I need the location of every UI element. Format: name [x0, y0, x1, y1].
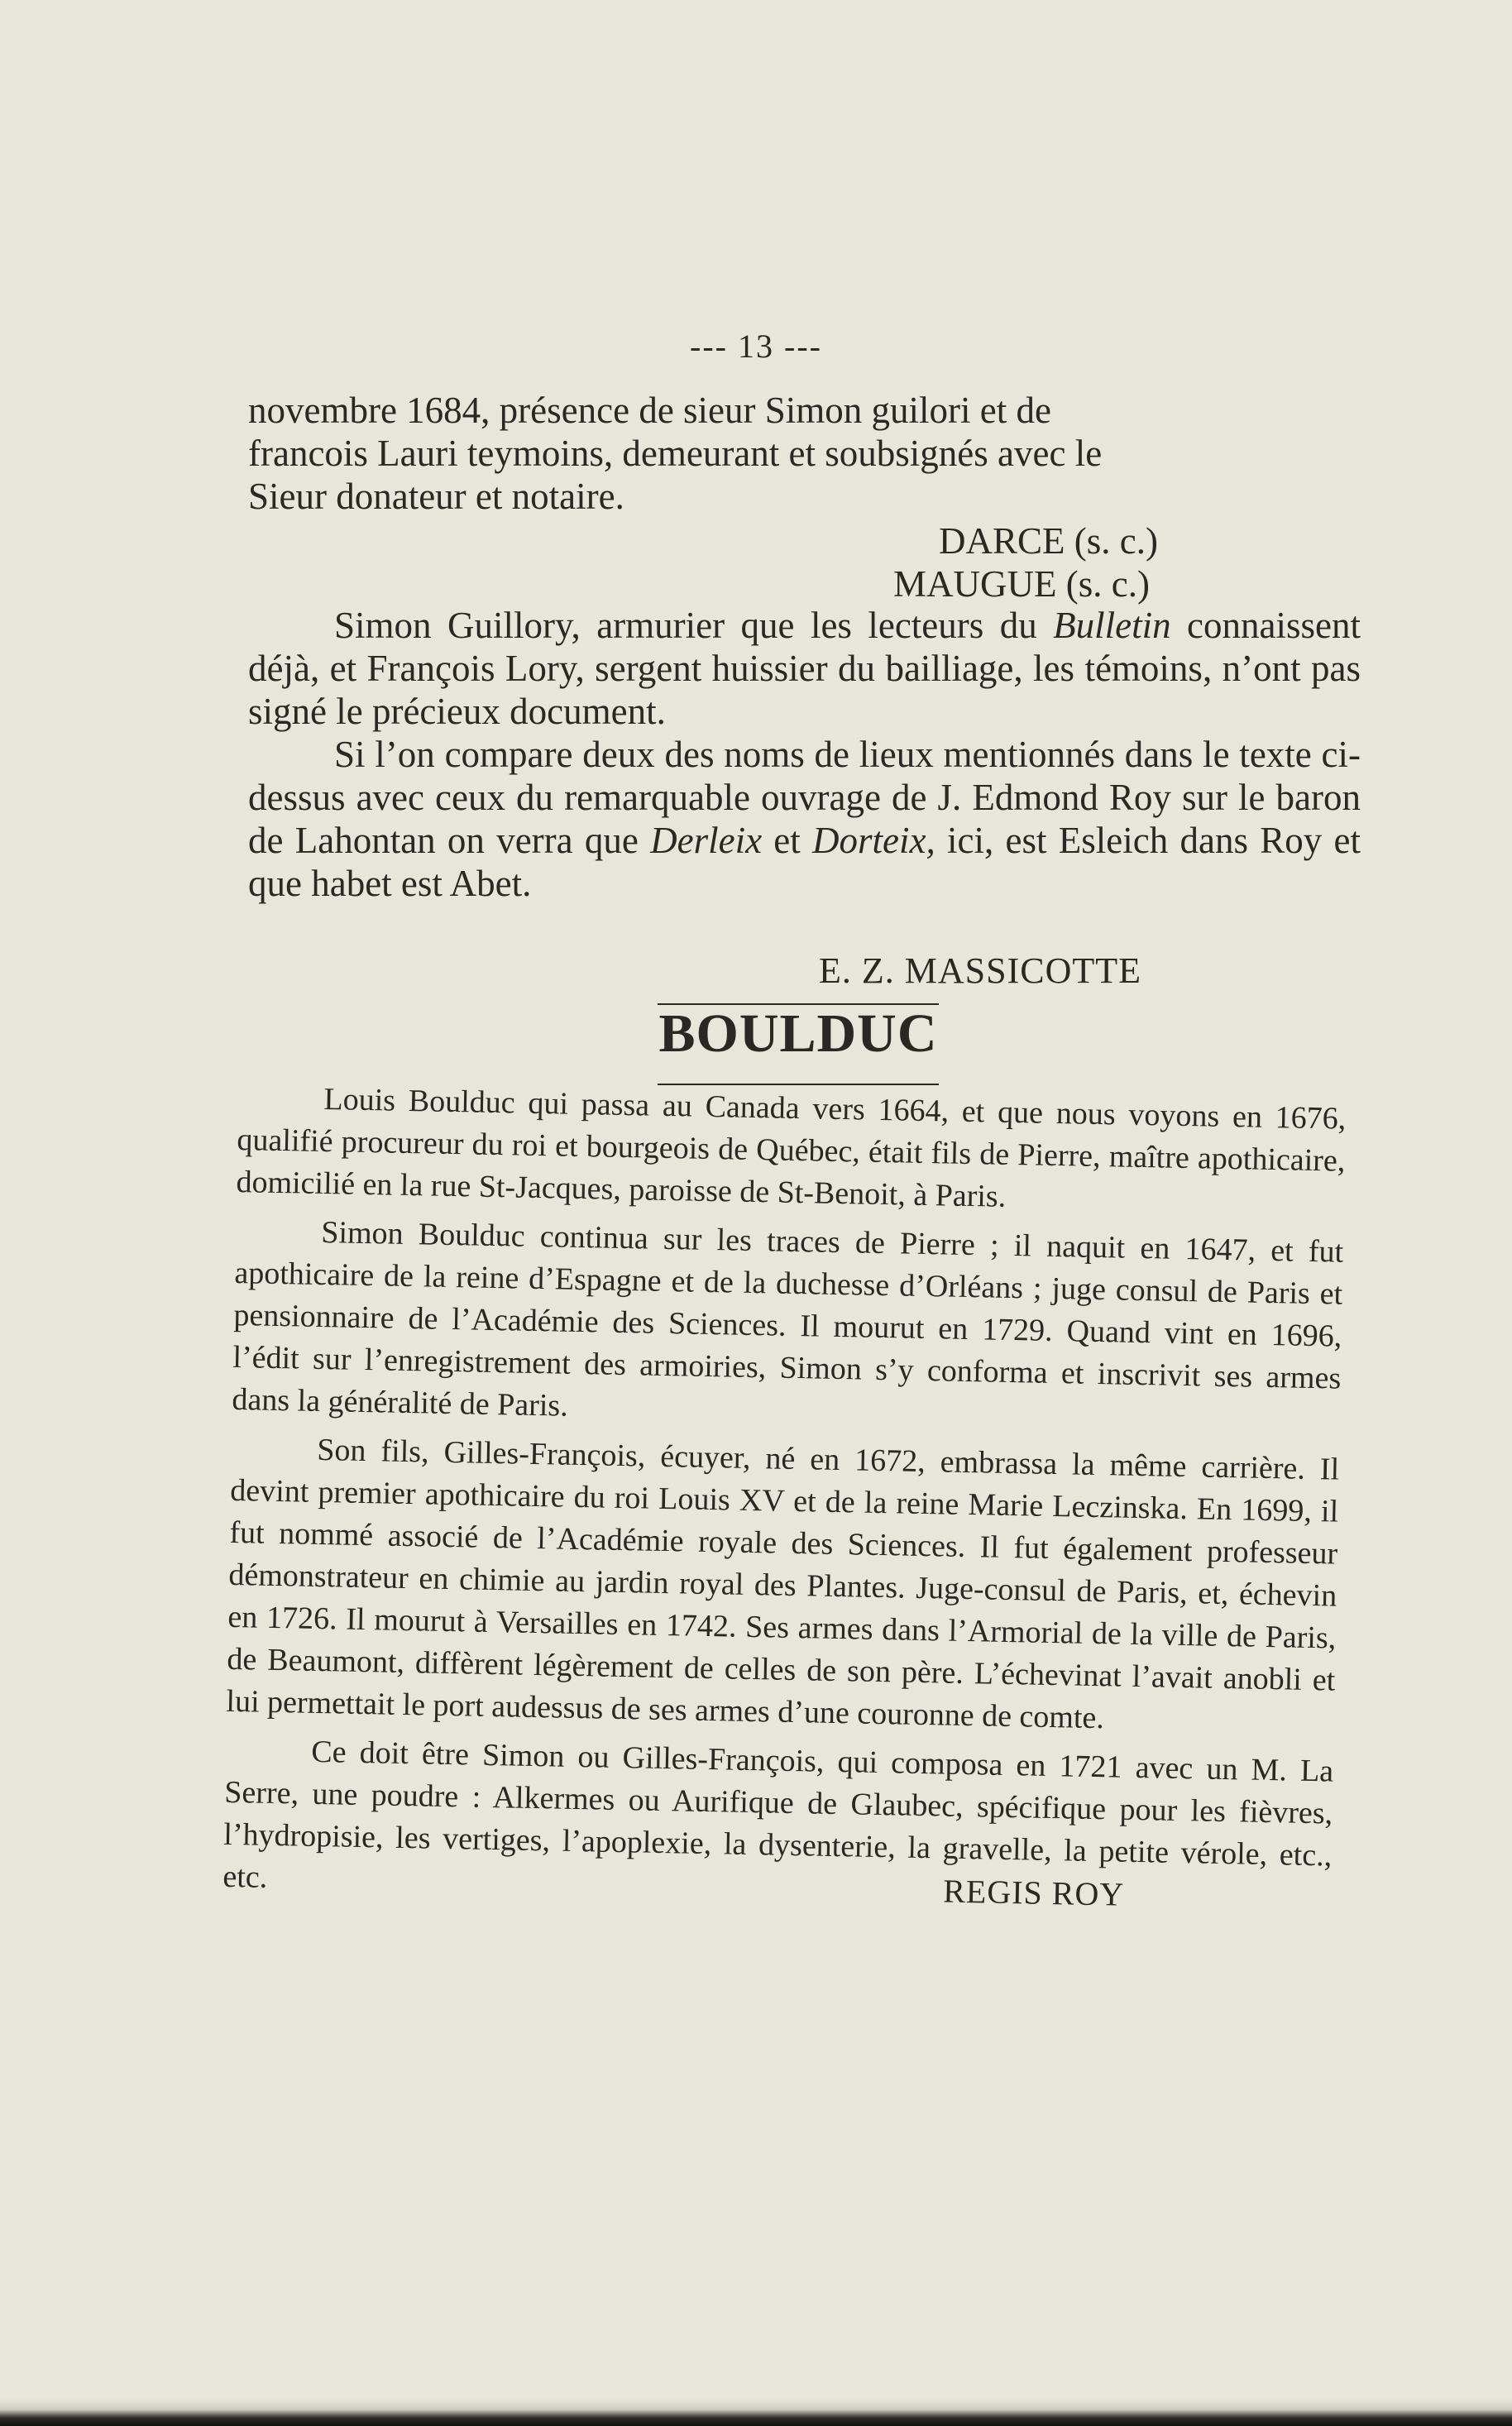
note-paragraph-2 — [248, 733, 1361, 905]
page-number: --- 13 --- — [690, 328, 822, 365]
author-massicotte: E. Z. MASSICOTTE — [819, 950, 1141, 991]
note-paragraph-1 — [248, 604, 1361, 733]
article-paragraph: Louis Boulduc qui passa au Canada vers 1664, et que nous voyons en 1676, qualifié procureur du roi et bourgeois de Québec, était fils de Pierre, maître apothicaire, domicilié en la rue St-Jacques, paroisse de St-Benoit, à Paris. — [236, 1081, 1347, 1214]
text-line: novembre 1684, présence de sieur Simon guilori et de — [248, 390, 1051, 431]
article-title: BOULDUC — [658, 1003, 938, 1064]
note-italic-bulletin: Bulletin — [1053, 605, 1171, 646]
article-body — [222, 1077, 1347, 1935]
article-text: Ce doit être Simon ou Gilles-François, qui composa en 1721 avec un M. La Serre, une poudre : Alkermes ou Aurifique de Glaubec, spécifique pour les fièvres, l’hydropisie, les vertiges, l’apoplexie, la dysenterie, la gravelle, la petite vérole, etc., etc. — [222, 1734, 1334, 1895]
note-text: et — [762, 820, 813, 861]
text-line: francois Lauri teymoins, demeurant et soubsignés avec le — [248, 433, 1103, 474]
article-paragraph: Son fils, Gilles-François, écuyer, né en 1672, embrassa la même carrière. Il devint premier apothicaire du roi Louis XV et de la reine Marie Leczinska. En 1699, il fut nommé associé de l’Académie royale des Sciences. Il fut également professeur démonstrateur en chimie au jardin royal des Plantes. Juge-consul de Paris, et, échevin en 1726. Il mourut à Versailles en 1742. Ses armes dans l’Armorial de la ville de Paris, de Beaumont, diffèrent légèrement de celles de son père. L’échevinat l’avait anobli et lui permettait le port audessus de ses armes d’une couronne de comte. — [226, 1432, 1340, 1736]
signature-maugue: MAUGUE (s. c.) — [893, 563, 1150, 605]
note-text: Si l’on compare deux des noms de lieux mentionnés dans le texte ci-dessus avec ceux du remarquable ouvrage de J. Edmond Roy sur le baron de Lahontan on verra que — [248, 734, 1361, 861]
article-paragraph-last — [222, 1730, 1334, 1920]
signature-darce: DARCE (s. c.) — [939, 520, 1158, 562]
continuation-text — [248, 389, 1361, 518]
scan-edge — [0, 2399, 1512, 2426]
note-italic-dorteix: Dorteix, — [812, 820, 935, 861]
note-text: connaissent déjà, et François Lory, sergent huissier du bailliage, les témoins, n’ont pas signé le précieux document. — [248, 605, 1361, 732]
editor-note — [248, 604, 1361, 905]
author-regis-roy: REGIS ROY — [942, 1872, 1125, 1913]
note-text: ici, est Esleich dans Roy et que habet est Abet. — [248, 820, 1361, 904]
article-paragraph: Simon Boulduc continua sur les traces de Pierre ; il naquit en 1647, et fut apothicaire de la reine d’Espagne et de la duchesse d’Orléans ; juge consul de Paris et pensionnaire de l’Académie des Sciences. Il mourut en 1729. Quand vint en 1696, l’édit sur l’enregistrement des armoiries, Simon s’y conforma et inscrivit ses armes dans la généralité de Paris. — [232, 1214, 1344, 1424]
title-rule-bottom — [658, 1084, 939, 1085]
note-text: Simon Guillory, armurier que les lecteurs du — [334, 605, 1054, 646]
text-line: Sieur donateur et notaire. — [248, 476, 624, 517]
note-italic-derleix: Derleix — [650, 820, 763, 861]
